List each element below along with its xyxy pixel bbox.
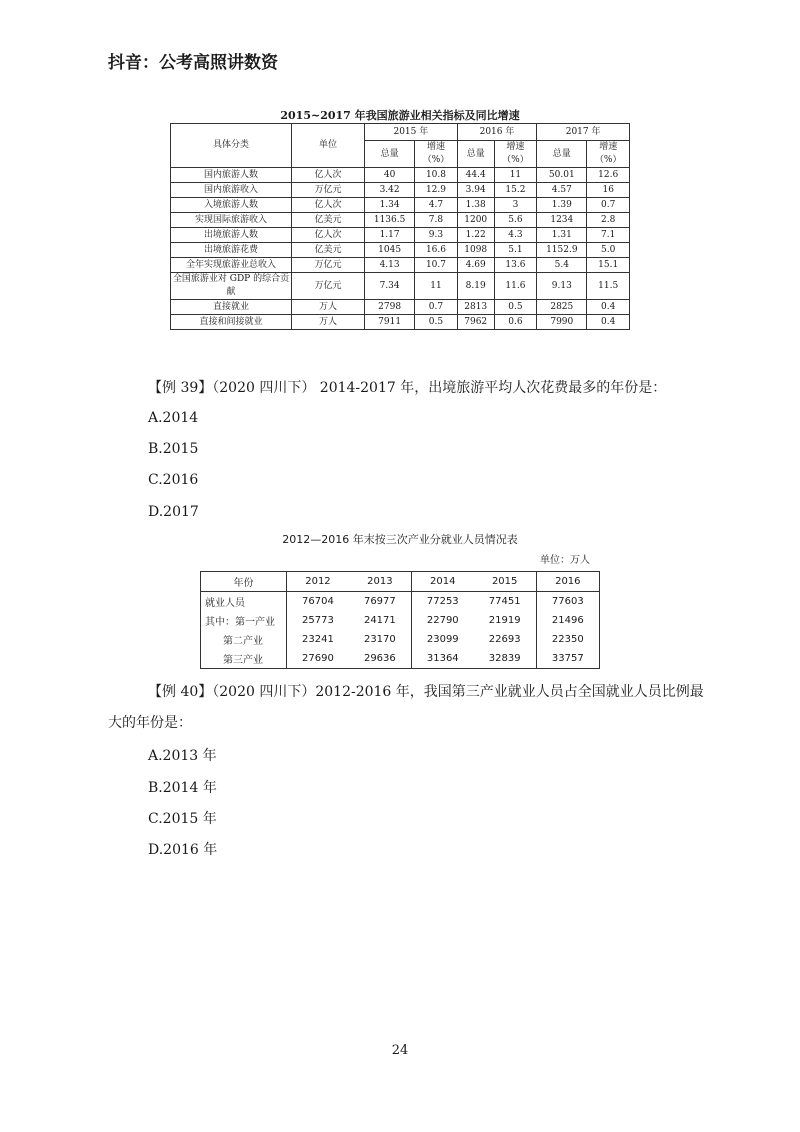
cell-value: 77603 [536,592,599,612]
cell-value: 2813 [457,300,494,315]
row-category: 国内旅游收入 [171,183,292,198]
row-unit: 万人 [292,315,365,330]
row-category: 入境旅游人数 [171,198,292,213]
subheader-growth: 增速 （%） [494,141,537,168]
cell-value: 7911 [365,315,415,330]
row-label: 第二产业 [223,636,263,647]
cell-value: 22350 [536,630,599,649]
cell-value: 2798 [365,300,415,315]
cell-value: 0.4 [587,315,630,330]
row-category: 直接就业 [171,300,292,315]
table-row [201,630,600,649]
cell-value: 1152.9 [537,243,587,258]
table-row [171,213,630,228]
cell-value: 23099 [411,630,473,649]
col-unit-header: 单位 [292,124,365,168]
row-label: 其中：第一产业 [205,617,275,628]
table-row [171,300,630,315]
cell-value: 40 [365,168,415,183]
cell-value: 32839 [488,653,521,664]
table-row [171,273,630,300]
cell-value: 11 [494,168,537,183]
cell-value: 3.94 [457,183,494,198]
cell-value: 0.5 [415,315,458,330]
cell-value: 1234 [537,213,587,228]
cell-value: 76977 [363,596,396,607]
option-b[interactable]: B.2015 [148,441,199,457]
cell-value: 23170 [363,634,396,645]
cell-value: 16 [587,183,630,198]
cell-value: 31364 [411,649,473,669]
table2-unit: 单位：万人 [540,555,590,566]
cell-value: 4.13 [365,258,415,273]
table-row [171,183,630,198]
cell-value: 4.57 [537,183,587,198]
table-row [171,228,630,243]
row-unit: 万亿元 [292,258,365,273]
cell-value: 1200 [457,213,494,228]
cell-value: 1.38 [457,198,494,213]
cell-value: 7.1 [587,228,630,243]
cell-value: 22693 [488,634,521,645]
cell-value: 8.19 [457,273,494,300]
cell-value: 15.2 [494,183,537,198]
cell-value: 4.3 [494,228,537,243]
row-label: 就业人员 [205,598,245,609]
row-category: 全国旅游业对 GDP 的综合贡献 [171,273,292,300]
cell-value: 33757 [536,649,599,669]
table-row [171,198,630,213]
cell-value: 24171 [363,615,396,626]
cell-value: 4.7 [415,198,458,213]
row-label: 第三产业 [223,655,263,666]
row-unit: 亿人次 [292,168,365,183]
row-unit: 亿人次 [292,198,365,213]
cell-value: 44.4 [457,168,494,183]
row-unit: 亿美元 [292,213,365,228]
table1-caption: 2015~2017 年我国旅游业相关指标及同比增速 [280,109,520,122]
cell-value: 5.6 [494,213,537,228]
header-title: 抖音：公考高照讲数资 [108,53,278,73]
row-unit: 万人 [292,300,365,315]
question-39-stem: 【例 39】（2020 四川下） 2014-2017 年，出境旅游平均人次花费最多的年份是： [148,380,667,396]
cell-value: 16.6 [415,243,458,258]
year-header: 2013 [349,572,411,592]
table-row [171,168,630,183]
option-c[interactable]: C.2016 [148,472,199,488]
cell-value: 2.8 [587,213,630,228]
table-row [201,649,600,669]
option-b[interactable]: B.2014 年 [148,780,217,796]
cell-value: 13.6 [494,258,537,273]
option-a[interactable]: A.2013 年 [148,748,217,764]
cell-value: 1.22 [457,228,494,243]
cell-value: 50.01 [537,168,587,183]
row-category: 实现国际旅游收入 [171,213,292,228]
page-number: 24 [391,1043,409,1058]
cell-value: 2825 [537,300,587,315]
option-d[interactable]: D.2017 [148,504,199,520]
cell-value: 15.1 [587,258,630,273]
cell-value: 77451 [488,596,521,607]
cell-value: 0.5 [494,300,537,315]
cell-value: 76704 [287,592,349,612]
cell-value: 27690 [287,649,349,669]
year-header: 2015 年 [365,124,458,141]
cell-value: 11.6 [494,273,537,300]
cell-value: 0.7 [415,300,458,315]
cell-value: 0.6 [494,315,537,330]
row-category: 出境旅游花费 [171,243,292,258]
cell-value: 7.34 [365,273,415,300]
cell-value: 9.13 [537,273,587,300]
cell-value: 1.39 [537,198,587,213]
cell-value: 1045 [365,243,415,258]
table-row [201,592,600,612]
year-header: 2016 [536,572,599,592]
cell-value: 11 [415,273,458,300]
question-40-stem-cont: 大的年份是： [108,715,192,731]
subheader-growth: 增速 （%） [587,141,630,168]
cell-value: 23241 [287,630,349,649]
cell-value: 12.9 [415,183,458,198]
cell-value: 0.4 [587,300,630,315]
employment-table [200,571,600,669]
cell-value: 7962 [457,315,494,330]
option-d[interactable]: D.2016 年 [148,842,218,858]
col-year-label: 年份 [201,572,287,592]
question-40-stem: 【例 40】（2020 四川下）2012-2016 年，我国第三产业就业人员占全国就业人员比例最 [148,684,704,700]
cell-value: 10.8 [415,168,458,183]
subheader-total: 总量 [537,141,587,168]
row-category: 出境旅游人数 [171,228,292,243]
table-row [171,315,630,330]
row-category: 全年实现旅游业总收入 [171,258,292,273]
table2-caption: 2012—2016 年末按三次产业分就业人员情况表 [282,533,518,546]
row-unit: 万亿元 [292,183,365,198]
row-category: 直接和间接就业 [171,315,292,330]
cell-value: 5.4 [537,258,587,273]
col-category-header: 具体分类 [171,124,292,168]
year-header: 2017 年 [537,124,630,141]
cell-value: 7.8 [415,213,458,228]
cell-value: 5.0 [587,243,630,258]
cell-value: 3 [494,198,537,213]
tourism-table [170,123,630,330]
cell-value: 12.6 [587,168,630,183]
cell-value: 25773 [287,611,349,630]
table-row [201,611,600,630]
cell-value: 3.42 [365,183,415,198]
option-a[interactable]: A.2014 [148,410,199,426]
cell-value: 21496 [536,611,599,630]
table-row [171,243,630,258]
option-c[interactable]: C.2015 年 [148,811,217,827]
cell-value: 29636 [363,653,396,664]
cell-value: 10.7 [415,258,458,273]
cell-value: 22790 [411,611,473,630]
row-unit: 万亿元 [292,273,365,300]
year-header: 2012 [287,572,349,592]
cell-value: 4.69 [457,258,494,273]
cell-value: 11.5 [587,273,630,300]
cell-value: 1.31 [537,228,587,243]
cell-value: 21919 [488,615,521,626]
year-header: 2014 [411,572,473,592]
year-header: 2016 年 [457,124,536,141]
cell-value: 9.3 [415,228,458,243]
subheader-total: 总量 [365,141,415,168]
year-header: 2015 [474,572,536,592]
table-row [171,258,630,273]
cell-value: 77253 [411,592,473,612]
cell-value: 1.17 [365,228,415,243]
subheader-total: 总量 [457,141,494,168]
cell-value: 1136.5 [365,213,415,228]
row-unit: 亿人次 [292,228,365,243]
row-category: 国内旅游人数 [171,168,292,183]
row-unit: 亿美元 [292,243,365,258]
cell-value: 7990 [537,315,587,330]
cell-value: 0.7 [587,198,630,213]
subheader-growth: 增速 （%） [415,141,458,168]
cell-value: 5.1 [494,243,537,258]
cell-value: 1.34 [365,198,415,213]
cell-value: 1098 [457,243,494,258]
